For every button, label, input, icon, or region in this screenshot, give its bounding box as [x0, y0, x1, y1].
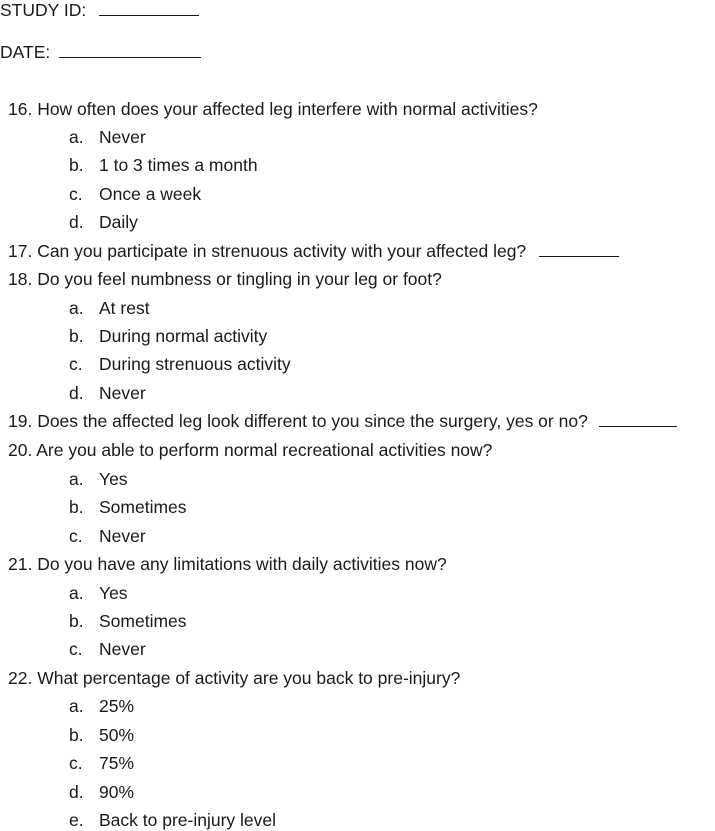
option-letter: b. [69, 497, 84, 517]
option-letter: b. [69, 725, 84, 745]
option-text: Never [99, 127, 146, 147]
option-text: Never [99, 383, 146, 403]
option-text: At rest [99, 298, 150, 318]
option-letter: a. [69, 127, 84, 147]
option-text: 50% [99, 725, 135, 745]
option-letter: a. [69, 298, 84, 318]
option-text: Daily [99, 212, 138, 232]
option-letter: a. [69, 583, 84, 603]
question-19-text: 19. Does the affected leg look different to you since the surgery, yes or no? [8, 411, 588, 431]
option-letter: b. [69, 611, 84, 631]
option-letter: a. [69, 469, 84, 489]
option-letter: d. [69, 212, 84, 232]
study-id-label: STUDY ID: [0, 0, 87, 20]
option-letter: b. [69, 326, 84, 346]
option-text: 1 to 3 times a month [99, 155, 258, 175]
option-letter: d. [69, 782, 84, 802]
option-text: Sometimes [99, 497, 187, 517]
option-text: Never [99, 526, 146, 546]
option-text: 75% [99, 753, 135, 773]
question-19 [8, 410, 677, 432]
question-19-answer-blank[interactable] [599, 425, 677, 427]
option-letter: d. [69, 383, 84, 403]
option-letter: c. [69, 184, 83, 204]
option-letter: b. [69, 155, 84, 175]
option-letter: c. [69, 354, 83, 374]
date-label: DATE: [0, 42, 51, 62]
question-20: 20. Are you able to perform normal recreational activities now? [8, 440, 493, 460]
option-text: During normal activity [99, 326, 268, 346]
question-21: 21. Do you have any limitations with daily activities now? [8, 554, 447, 574]
study-id-field [0, 0, 199, 21]
option-text: Never [99, 639, 146, 659]
option-letter: c. [69, 639, 83, 659]
question-17-answer-blank[interactable] [539, 255, 619, 257]
option-letter: a. [69, 696, 84, 716]
date-blank[interactable] [59, 56, 201, 58]
option-letter: c. [69, 753, 83, 773]
date-field [0, 42, 201, 63]
option-text: Sometimes [99, 611, 187, 631]
question-17 [8, 240, 619, 262]
question-18: 18. Do you feel numbness or tingling in your leg or foot? [8, 269, 442, 289]
option-text: 90% [99, 782, 135, 802]
question-17-text: 17. Can you participate in strenuous activity with your affected leg? [8, 241, 527, 261]
option-text: 25% [99, 696, 135, 716]
option-text: Once a week [99, 184, 202, 204]
option-text: During strenuous activity [99, 354, 291, 374]
option-text: Yes [99, 469, 128, 489]
study-id-blank[interactable] [99, 14, 199, 16]
option-letter: c. [69, 526, 83, 546]
question-22: 22. What percentage of activity are you back to pre-injury? [8, 668, 461, 688]
option-letter: e. [69, 810, 84, 830]
option-text: Back to pre-injury level [99, 810, 277, 830]
option-text: Yes [99, 583, 128, 603]
question-16: 16. How often does your affected leg interfere with normal activities? [8, 99, 538, 119]
